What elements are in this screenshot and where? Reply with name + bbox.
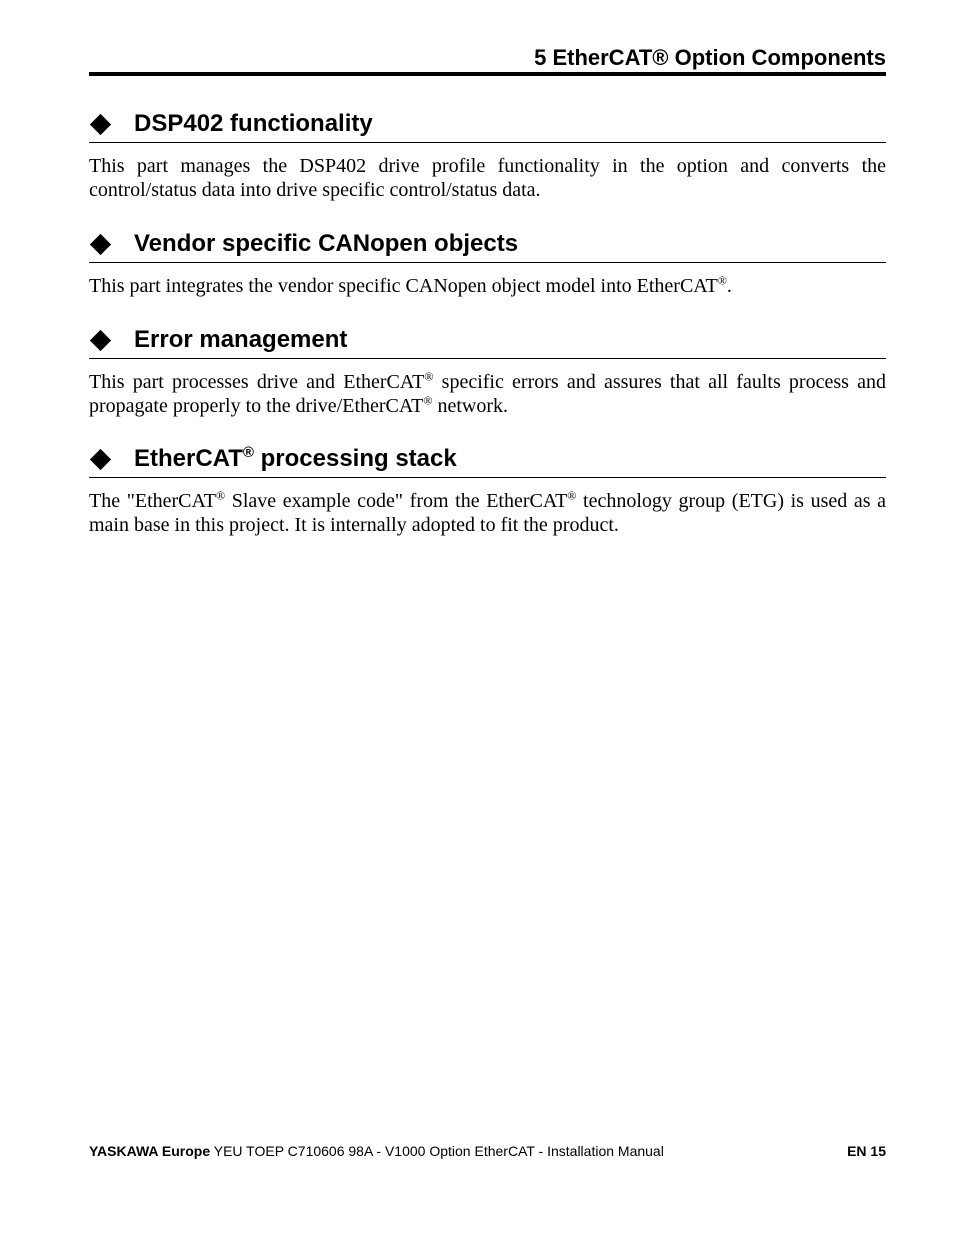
diamond-bullet-icon bbox=[90, 233, 111, 254]
footer-doc-info: YEU TOEP C710606 98A - V1000 Option EtherCAT - Installation Manual bbox=[210, 1143, 664, 1159]
body-text-run: This part processes drive and EtherCAT bbox=[89, 371, 425, 393]
section-heading-text: Vendor specific CANopen objects bbox=[134, 230, 519, 257]
section-error-management bbox=[89, 322, 886, 418]
diamond-bullet-icon bbox=[90, 448, 111, 469]
section-body bbox=[89, 370, 886, 418]
registered-mark: ® bbox=[423, 393, 433, 408]
section-ethercat-stack bbox=[89, 441, 886, 537]
registered-mark: ® bbox=[567, 488, 577, 503]
body-text-run: The "EtherCAT bbox=[89, 490, 216, 512]
section-heading-text: DSP402 functionality bbox=[134, 110, 373, 137]
section-vendor-canopen bbox=[89, 226, 886, 298]
registered-mark: ® bbox=[424, 369, 434, 384]
section-body bbox=[89, 489, 886, 537]
heading-text-run: processing stack bbox=[253, 445, 457, 472]
body-text-run: network. bbox=[432, 395, 509, 417]
header-rule bbox=[89, 72, 886, 76]
section-heading bbox=[89, 106, 886, 143]
diamond-bullet-icon bbox=[90, 329, 111, 350]
page-number: EN 15 bbox=[847, 1143, 886, 1159]
section-body: This part manages the DSP402 drive profile functionality in the option and converts the control/status data into drive specific control/status data. bbox=[89, 155, 886, 201]
section-heading-text bbox=[134, 445, 457, 473]
body-text-run: specific errors and assures that all faults process and propagate properly to the drive/EtherCAT bbox=[89, 371, 886, 417]
section-heading bbox=[89, 226, 886, 263]
body-text-run: . bbox=[726, 275, 732, 297]
section-body bbox=[89, 274, 886, 298]
registered-mark: ® bbox=[717, 273, 727, 288]
page-footer bbox=[89, 1142, 886, 1160]
registered-mark: ® bbox=[215, 488, 226, 503]
registered-mark: ® bbox=[242, 444, 254, 461]
section-heading-text: Error management bbox=[134, 326, 348, 353]
section-dsp402 bbox=[89, 106, 886, 202]
heading-text-run: EtherCAT bbox=[134, 445, 243, 472]
section-heading bbox=[89, 322, 886, 359]
body-text-run: Slave example code" from the EtherCAT bbox=[225, 490, 568, 512]
footer-brand: YASKAWA Europe bbox=[89, 1143, 211, 1159]
diamond-bullet-icon bbox=[90, 113, 111, 134]
body-text-run: technology group (ETG) is used as a main base in this project. It is internally adopted to fit the product. bbox=[89, 490, 886, 536]
body-text-run: This part integrates the vendor specific CANopen object model into EtherCAT bbox=[89, 275, 718, 297]
chapter-title: 5 EtherCAT® Option Components bbox=[534, 45, 886, 70]
section-heading bbox=[89, 441, 886, 478]
